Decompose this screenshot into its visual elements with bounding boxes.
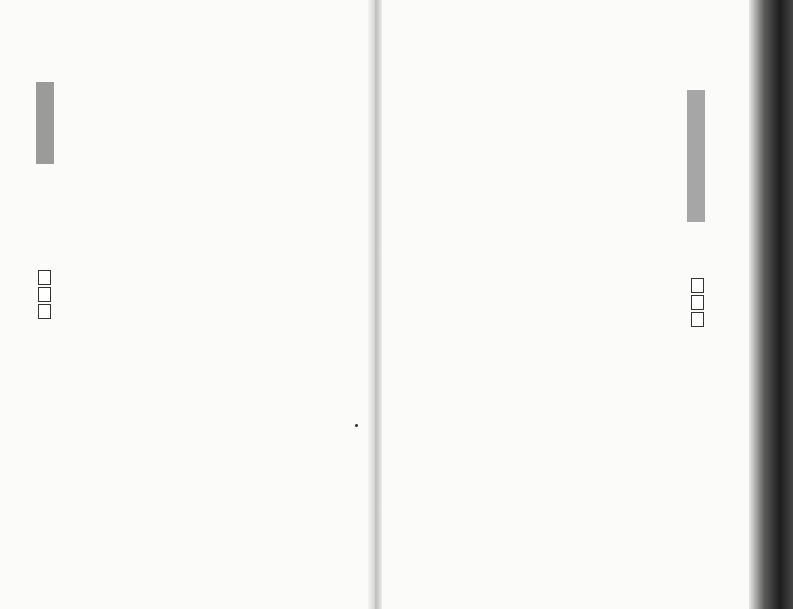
book-gutter: [368, 0, 382, 609]
right-page-number-digit: [691, 312, 704, 327]
left-running-header: [36, 82, 54, 164]
left-page-number: [38, 270, 51, 319]
right-running-header: [687, 90, 705, 222]
left-page: [0, 0, 368, 609]
left-page-number-digit: [38, 270, 51, 285]
left-page-number-digit: [38, 304, 51, 319]
right-page-number-digit: [691, 295, 704, 310]
left-page-number-digit: [38, 287, 51, 302]
right-page-number-digit: [691, 278, 704, 293]
right-page: [382, 0, 749, 609]
ink-speck: [355, 424, 358, 427]
scan-shadow-edge: [749, 0, 793, 609]
right-page-number: [691, 278, 704, 327]
